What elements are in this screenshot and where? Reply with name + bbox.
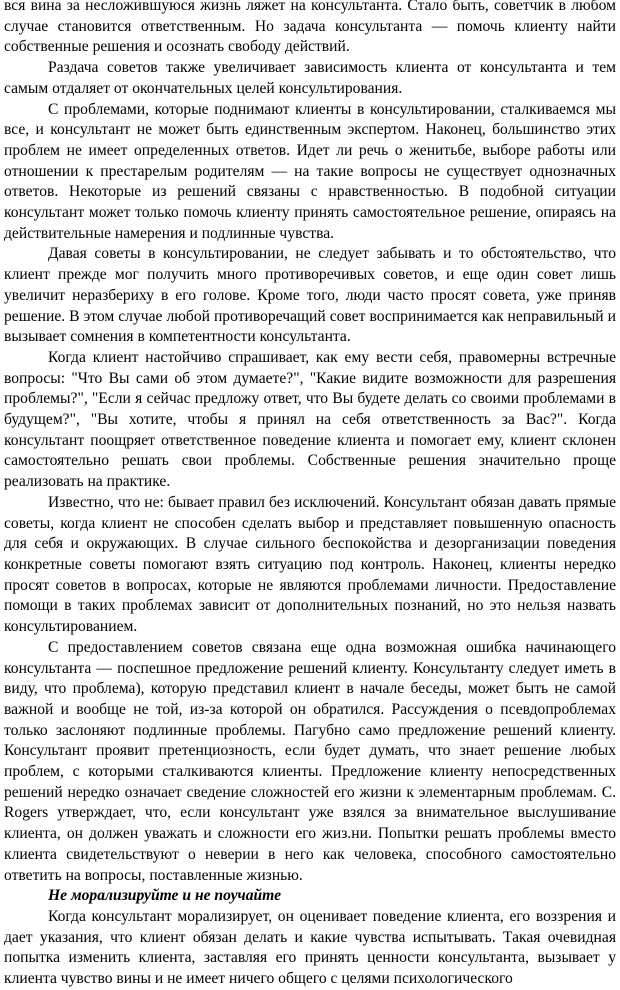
paragraph-7: С предоставлением советов связана еще одна возможная ошибка начинающего консультанта — поспешное предложение решений клиенту. Консультанту следует иметь в виду, что проблема), которую представил клиент в начале беседы, может быть не самой важной и вообще не той, из-за которой он обратился. Рассуждения о псевдопроблемах только заслоняют подлинные проблемы. Пагубно само предложение решений клиенту. Консультант проявит претенциозность, если будет думать, что знает решение любых проблем, с которыми сталкиваются клиенты. Предложение клиенту непосредственных решений нередко означает сведение сложностей его жизни к элементарным проблемам. C. Rogers утверждает, что, если консультант уже взялся за внимательное выслушивание клиента, он должен уважать и сложности его жиз.ни. Попытки решать проблемы вместо клиента свидетельствуют о неверии в него как человека, способного самостоятельно ответить на вопросы, поставленные жизнью.	[4, 638, 616, 884]
document-page	[4, 0, 616, 990]
paragraph-2: Раздача советов также увеличивает зависимость клиента от консультанта и тем самым отдаляет от окончательных целей консультирования.	[4, 59, 616, 97]
paragraph-8: Когда консультант морализирует, он оценивает поведение клиента, его воззрения и дает указания, что клиент обязан делать и какие чувства испытывать. Такая очевидная попытка изменить клиента, заставляя его принять ценности консультанта, вызывает у клиента чувство вины и не имеет ничего общего с целями психологического	[4, 907, 616, 988]
paragraph-4: Давая советы в консультировании, не следует забывать и то обстоятельство, что клиент прежде мог получить много противоречивых советов, и еще один совет лишь увеличит неразбериху в его голове. Кроме того, люди часто просят совета, уже приняв решение. В этом случае любой противоречащий совет воспринимается как неправильный и вызывает сомнения в компетентности консультанта.	[4, 245, 616, 346]
section-heading: Не морализируйте и не поучайте	[48, 887, 282, 905]
paragraph-1: вся вина за несложившуюся жизнь ляжет на консультанта. Стало быть, советчик в любом случае становится ответственным. Но задача консультанта — помочь клиенту найти собственные решения и осознать свободу действий.	[4, 0, 616, 56]
paragraph-5: Когда клиент настойчиво спрашивает, как ему вести себя, правомерны встречные вопросы: "Что Вы сами об этом думаете?", "Какие видите возможности для разрешения проблемы?", "Если я сейчас предложу ответ, что Вы будете делать со своими проблемами в будущем?", "Вы хотите, чтобы я принял на себя ответственность за Вас?". Когда консультант поощряет ответственное поведение клиента и помогает ему, клиент склонен самостоятельно решать свои проблемы. Собственные решения значительно проще реализовать на практике.	[4, 348, 616, 491]
paragraph-3: С проблемами, которые поднимают клиенты в консультировании, сталкиваемся мы все, и консультант не может быть единственным экспертом. Наконец, большинство этих проблем не имеет определенных ответов. Идет ли речь о женитьбе, выборе работы или отношении к престарелым родителям — на такие вопросы не существует однозначных ответов. Некоторые из решений связаны с нравственностью. В подобной ситуации консультант может только помочь клиенту принять самостоятельное решение, опираясь на действительные намерения и подлинные чувства.	[4, 100, 616, 242]
paragraph-6: Известно, что не: бывает правил без исключений. Консультант обязан давать прямые советы, когда клиент не способен сделать выбор и представляет повышенную опасность для себя и окружающих. В случае сильного беспокойства и дезорганизации поведения конкретные советы помогают взять ситуацию под контроль. Наконец, клиенты нередко просят советов в вопросах, которые не являются проблемами личности. Предоставление помощи в таких проблемах зависит от дополнительных познаний, но это нельзя назвать консультированием.	[4, 493, 616, 636]
